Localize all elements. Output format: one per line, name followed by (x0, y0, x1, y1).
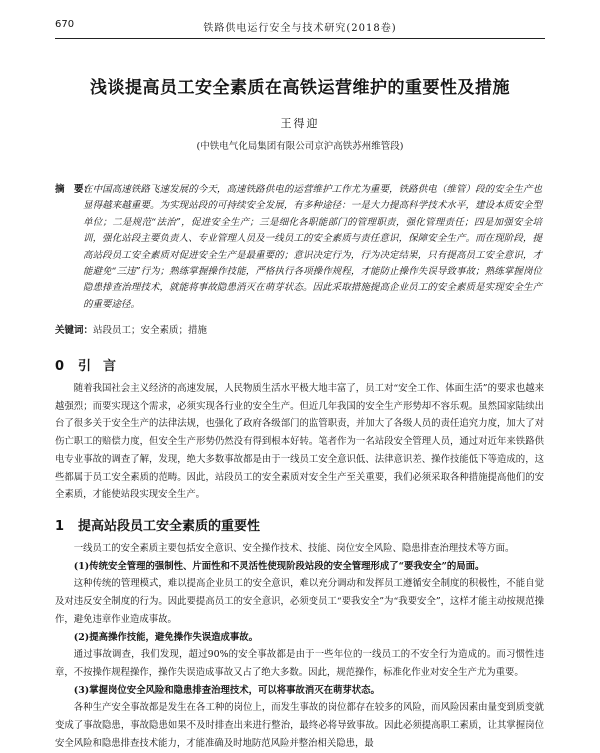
abstract-label: 摘 要： (55, 184, 94, 195)
subheading-paragraph: (3)掌握岗位安全风险和隐患排查治理技术，可以将事故消灭在萌芽状态。 (73, 684, 380, 696)
subheading-paragraph: (2)提高操作技能，避免操作失误造成事故。 (73, 631, 258, 643)
body-paragraph: 这种传统的管理模式，难以提高企业员工的安全意识，难以充分调动和发挥员工遵循安全制度的积极性，不能自觉及对违反安全制度的行为。因此要提高员工的安全意识，必须变员工“要我安全”为“我要安全”，这样才能主动按规范操作，避免违章作业造成事故。 (55, 578, 544, 625)
author-affiliation: (中铁电气化局集团有限公司京沪高铁苏州维管段) (196, 141, 404, 152)
abstract (55, 182, 542, 313)
intro-paragraph: 随着我国社会主义经济的高速发展，人民物质生活水平极大地丰富了，员工对“安全工作、体面生活”的要求也越来越强烈；而要实现这个需求，必须实现各行业的安全生产。但近几年我国的安全生产形势却不容乐观。虽然国家陆续出台了很多关于安全生产的法律法规，也强化了政府各级部门的监管职责，并加大了各级人员的责任追究力度，加大了对伤亡职工的赔偿力度，但安全生产形势仍然没有得到根本好转。笔者作为一名站段安全管理人员，通过对近年来铁路供电专业事故的调查了解，发现，绝大多数事故都是由于一线员工安全意识低、法律意识差、操作技能低下等造成的，这些都属于员工安全素质的范畴。因此，站段员工的安全素质对安全生产至关重要，我们必须采取各种措施提高他们的安全素质，才能使站段实现安全生产。 (55, 383, 544, 501)
article-title: 浅谈提高员工安全素质在高铁运营维护的重要性及措施 (90, 78, 510, 98)
keywords (55, 322, 542, 336)
section-number: 0 (55, 359, 65, 374)
article-author: 王得迎 (280, 117, 320, 130)
section-title: 提高站段员工安全素质的重要性 (78, 519, 261, 534)
keywords-label: 关键词： (55, 325, 94, 336)
body-paragraph: 各种生产安全事故都是发生在各工种的岗位上，而发生事故的岗位都存在较多的风险，而风险因素由量变到质变就变成了事故隐患，事故隐患如果不及时排查出来进行整治，最终必将导致事故。因此必须提高职工素质，让其掌握岗位安全风险和隐患排查技术能力，才能准确及时地防范风险并整治相关隐患，最 (55, 702, 544, 749)
section-heading-intro (55, 355, 128, 374)
section1-body (55, 540, 544, 752)
page-number: 670 (55, 19, 75, 30)
header-rule (55, 38, 545, 39)
section-title: 引言 (78, 359, 129, 374)
body-paragraph: 一线员工的安全素质主要包括安全意识、安全操作技术、技能、岗位安全风险、隐患排查治理技术等方面。 (73, 543, 515, 554)
section-heading-importance (55, 515, 260, 534)
section-number: 1 (55, 519, 65, 534)
subheading-paragraph: (1)传统安全管理的强制性、片面性和不灵活性使现阶段站段的安全管理形成了“要我安全”的局面。 (73, 560, 485, 572)
keywords-text: 站段员工；安全素质；措施 (93, 325, 208, 336)
body-paragraph: 通过事故调查，我们发现，超过90%的安全事故都是由于一些年位的一线员工的不安全行为造成的。而习惯性违章，不按操作规程操作，操作失误造成事故又占了绝大多数。因此，规范操作，标准化作业对安全生产尤为重要。 (55, 649, 544, 678)
running-header (55, 15, 545, 35)
journal-title: 铁路供电运行安全与技术研究(2018卷) (203, 23, 397, 34)
abstract-text: 在中国高速铁路飞速发展的今天，高速铁路供电的运营维护工作尤为重要，铁路供电（维管）段的安全生产也显得越来越重要。为实现站段的可持续安全发展，有多种途径：一是大力提高科学技术水平，建设本质安全型单位；二是规范“法治”，促进安全生产；三是细化各职能部门的管理职责，强化管理责任；四是加强安全培训，强化站段主要负责人、专业管理人员及一线员工的安全素质与责任意识，保障安全生产。而在现阶段，提高站段员工安全素质对促进安全生产是最重要的；意识决定行为，行为决定结果，只有提高员工安全意识，才能避免“三违”行为；熟练掌握操作技能，严格执行各项操作规程，才能防止操作失误导致事故；熟练掌握岗位隐患排查治理技术，就能将事故隐患消灭在萌芽状态。因此采取措施提高企业员工的安全素质是实现安全生产的重要途径。 (83, 184, 542, 310)
